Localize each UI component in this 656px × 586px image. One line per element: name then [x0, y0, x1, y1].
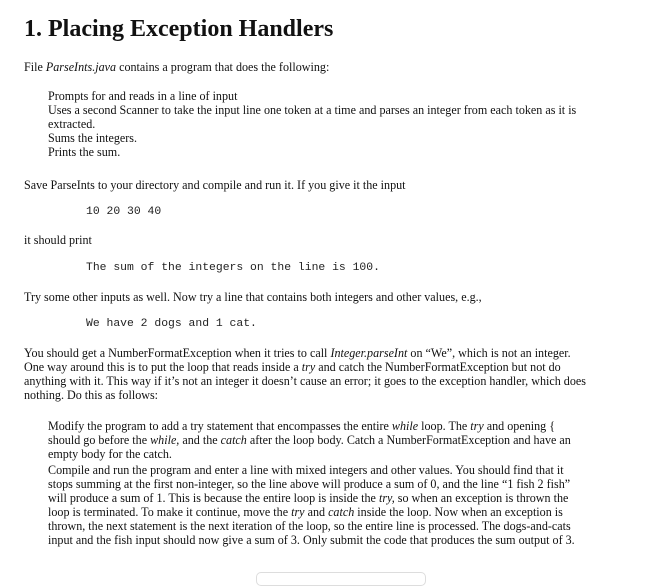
step-item: Sums the integers. [48, 131, 138, 145]
filename: ParseInts.java [45, 60, 117, 74]
step-item: Uses a second Scanner to take the input line one token at a time and parses an integer from each token as it is extracted. [48, 103, 577, 131]
explanation-text: and catch the NumberFormatException but not do anything with it. This way if it’s not an integer it doesn’t cause an error; it goes to the exception handler, which does nothing. Do this as follows: [24, 360, 586, 402]
tasks-list [48, 419, 580, 547]
steps-list [48, 89, 588, 159]
task-modify [48, 419, 580, 461]
mixed-input-example: We have 2 dogs and 1 cat. [86, 318, 257, 330]
explanation-emphasis: try [301, 360, 316, 374]
page-title: 1. Placing Exception Handlers [24, 16, 334, 42]
task-text: inside the loop. Now when an exception is thrown, the next statement is the next iteration of the loop, so the entire line is processed. The dogs-and-cats input and the fish input should now give a sum of 3. Only submit the code that produces the sum output of 3. [48, 505, 575, 547]
intro-paragraph [24, 60, 624, 74]
task-emphasis: catch [328, 505, 355, 519]
explanation-text: on “We”, which is not an integer. One way around this is to put the loop that reads inside a [24, 346, 571, 374]
should-print-text: it should print [24, 233, 92, 247]
input-example: 10 20 30 40 [86, 206, 162, 218]
output-example: The sum of the integers on the line is 100. [86, 262, 380, 274]
task-emphasis: try [470, 419, 484, 433]
task-text: after the loop body. Catch a NumberFormatException and have an empty body for the catch. [48, 433, 571, 461]
task-compile [48, 463, 580, 547]
explanation-text: You should get a NumberFormatException when it tries to call [24, 346, 331, 360]
explanation-emphasis: Integer.parseInt [330, 346, 408, 360]
task-text: so when an exception is thrown the loop is terminated. To make it continue, move the [48, 491, 569, 519]
task-emphasis: try [291, 505, 305, 519]
intro-prefix: File [24, 60, 46, 74]
step-item: Prints the sum. [48, 145, 121, 159]
task-text: loop. The [418, 419, 471, 433]
save-paragraph: Save ParseInts to your directory and compile and run it. If you give it the input [24, 178, 406, 192]
task-emphasis: catch [220, 433, 247, 447]
task-text: and opening { should go before the [48, 419, 556, 447]
task-emphasis: while, [150, 433, 180, 447]
task-text: Modify the program to add a try statement that encompasses the entire [48, 419, 392, 433]
task-text: Compile and run the program and enter a line with mixed integers and other values. You should find that it stops summing at the first non-integer, so the line above will produce a sum of 0, and the line “1 fish 2 fish” will produce a sum of 1. This is because the entire loop is inside the [48, 463, 571, 505]
bottom-widget [256, 572, 426, 586]
intro-suffix: contains a program that does the following: [116, 60, 330, 74]
try-paragraph: Try some other inputs as well. Now try a line that contains both integers and other values, e.g., [24, 290, 482, 304]
task-emphasis: try, [378, 491, 395, 505]
task-text: and [304, 505, 329, 519]
task-emphasis: while [391, 419, 419, 433]
step-item: Prompts for and reads in a line of input [48, 89, 238, 103]
task-text: and the [179, 433, 221, 447]
explanation-paragraph [24, 346, 590, 402]
